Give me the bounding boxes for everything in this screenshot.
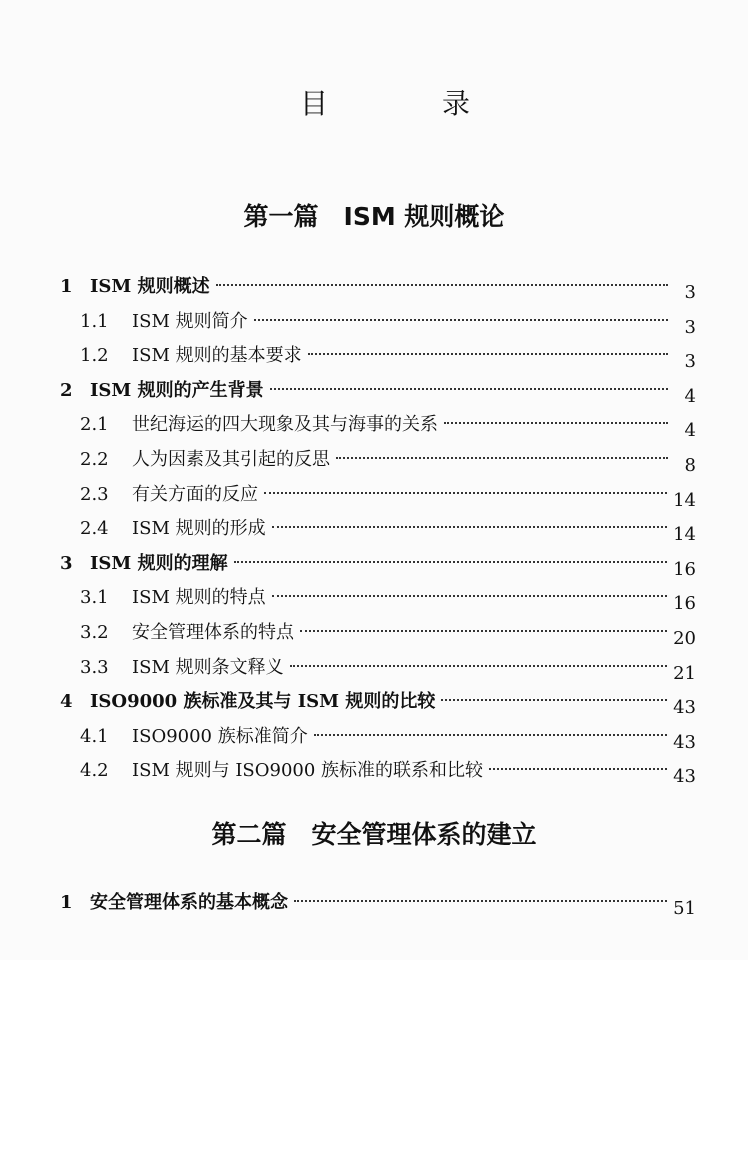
entry-page-number: 16 — [673, 558, 696, 580]
entry-number: 3.2 — [80, 621, 109, 643]
dot-leader — [300, 630, 667, 632]
entry-title: ISM 规则概述 — [90, 276, 210, 297]
entry-page-number: 8 — [684, 454, 696, 476]
toc-chapter-entry[interactable] — [60, 376, 696, 411]
entry-page-number: 43 — [673, 731, 696, 753]
dot-leader — [314, 734, 667, 736]
entry-title: ISM 规则的基本要求 — [132, 345, 302, 367]
entry-title: ISO9000 族标准及其与 ISM 规则的比较 — [90, 691, 436, 713]
entry-number: 4.1 — [80, 725, 109, 747]
entry-page-number: 4 — [684, 385, 696, 407]
entry-page-number: 21 — [673, 662, 696, 684]
entry-number: 2.1 — [80, 414, 109, 436]
toc-chapter-entry[interactable] — [60, 888, 696, 923]
dot-leader — [216, 284, 668, 286]
entry-number: 3.3 — [80, 656, 109, 678]
toc-section-entry[interactable] — [60, 756, 696, 791]
dot-leader — [336, 457, 668, 459]
toc-section-entry[interactable] — [60, 514, 696, 549]
toc-section-entry[interactable] — [60, 722, 696, 757]
entry-page-number: 3 — [684, 282, 696, 303]
entry-page-number: 3 — [684, 351, 696, 373]
toc-chapter-entry[interactable] — [60, 687, 696, 722]
toc-heading-char-1: 目 — [300, 87, 329, 120]
dot-leader — [254, 319, 668, 321]
toc-chapter-entry[interactable] — [60, 549, 696, 584]
entry-page-number: 14 — [673, 489, 696, 511]
part-1-toc — [60, 272, 696, 791]
toc-section-entry[interactable] — [60, 341, 696, 376]
entry-number: 3 — [60, 552, 73, 574]
toc-section-entry[interactable] — [60, 445, 696, 480]
dot-leader — [441, 699, 667, 701]
entry-title: ISM 规则的特点 — [132, 587, 266, 609]
part-2-toc — [60, 888, 696, 923]
dot-leader — [264, 492, 667, 494]
entry-number: 2 — [60, 379, 73, 401]
entry-page-number: 51 — [673, 898, 696, 919]
entry-number: 1 — [60, 892, 73, 913]
entry-title: ISM 规则的产生背景 — [90, 379, 264, 401]
toc-chapter-entry[interactable] — [60, 272, 696, 307]
entry-page-number: 4 — [684, 420, 696, 442]
entry-page-number: 20 — [673, 627, 696, 649]
entry-title: ISM 规则的理解 — [90, 552, 228, 574]
toc-section-entry[interactable] — [60, 307, 696, 342]
dot-leader — [444, 422, 668, 424]
toc-section-entry[interactable] — [60, 410, 696, 445]
toc-heading-char-2: 录 — [441, 87, 470, 120]
toc-section-entry[interactable] — [60, 618, 696, 653]
entry-number: 1.1 — [80, 310, 109, 332]
entry-page-number: 43 — [673, 766, 696, 788]
entry-page-number: 43 — [673, 697, 696, 719]
toc-heading — [300, 84, 470, 124]
toc-section-entry[interactable] — [60, 653, 696, 688]
entry-number: 2.3 — [80, 483, 109, 505]
entry-number: 4.2 — [80, 760, 109, 782]
entry-page-number: 14 — [673, 524, 696, 546]
entry-number: 2.2 — [80, 448, 109, 470]
entry-title: ISO9000 族标准简介 — [132, 725, 308, 747]
toc-section-entry[interactable] — [60, 583, 696, 618]
toc-section-entry[interactable] — [60, 480, 696, 515]
dot-leader — [234, 561, 667, 563]
entry-number: 3.1 — [80, 587, 109, 609]
entry-title: ISM 规则条文释义 — [132, 656, 284, 678]
dot-leader — [270, 388, 668, 390]
dot-leader — [272, 526, 668, 528]
entry-title: 安全管理体系的特点 — [132, 621, 294, 643]
entry-title: 人为因素及其引起的反思 — [132, 448, 330, 470]
part-1-title: 第一篇 ISM 规则概论 — [243, 202, 505, 231]
entry-title: ISM 规则的形成 — [132, 518, 266, 540]
dot-leader — [489, 768, 667, 770]
entry-title: 有关方面的反应 — [132, 483, 258, 505]
part-2-title: 第二篇 安全管理体系的建立 — [211, 820, 537, 849]
dot-leader — [290, 665, 668, 667]
entry-title: ISM 规则简介 — [132, 310, 248, 332]
entry-number: 4 — [60, 691, 73, 713]
entry-number: 1.2 — [80, 345, 109, 367]
entry-page-number: 16 — [673, 593, 696, 615]
entry-page-number: 3 — [684, 316, 696, 338]
dot-leader — [272, 595, 668, 597]
entry-title: ISM 规则与 ISO9000 族标准的联系和比较 — [132, 760, 484, 782]
entry-title: 世纪海运的四大现象及其与海事的关系 — [132, 414, 438, 436]
entry-number: 2.4 — [80, 518, 109, 540]
entry-title: 安全管理体系的基本概念 — [90, 892, 288, 913]
entry-number: 1 — [60, 276, 73, 297]
dot-leader — [308, 353, 668, 355]
dot-leader — [294, 900, 667, 902]
